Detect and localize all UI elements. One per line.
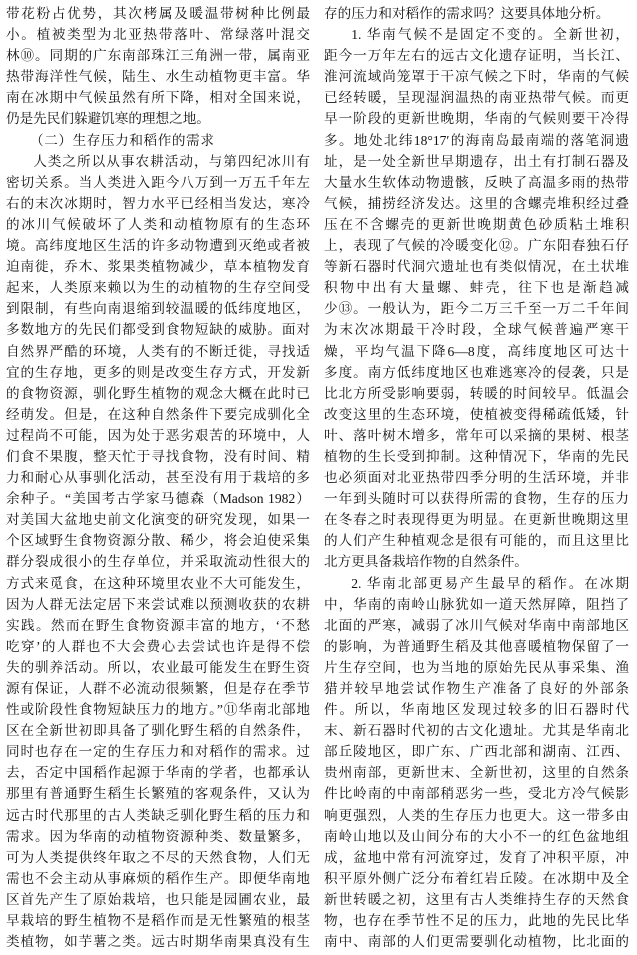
text-line: 区在全新世初即具备了驯化野生稻的自然条件，	[6, 723, 310, 739]
left-column	[6, 3, 310, 952]
text-line: 们食不果腹，整天忙于寻找食物，没有时间、精	[6, 448, 310, 464]
text-line: 件比岭南的中南部稍恶劣一些，受北方冷气候影	[324, 786, 629, 802]
text-line: 南岭山地以及山间分布的大小不一的红色盆地组	[324, 828, 629, 844]
right-column	[324, 3, 629, 952]
text-line: 中，华南的南岭山脉犹如一道天然屏障，阻挡了	[324, 596, 629, 612]
text-line: 压在不含螺壳的更新世晚期黄色砂质粘土堆积	[324, 216, 629, 232]
text-line: 部丘陵地区，即广东、广西北部和湖南、江西、	[324, 744, 629, 760]
text-line: 人类之所以从事农耕活动，与第四纪冰川有	[33, 153, 310, 169]
text-line: 宜的生存地，更多的则是改变生存方式，开发新	[6, 364, 310, 380]
text-line: 址，是一处全新世早期遗存，出土有打制石器及	[324, 153, 629, 169]
text-line: 远古时代那里的古人类缺乏驯化野生稻的压力和	[6, 807, 310, 823]
text-line: 的冰川气候破坏了人类和动植物原有的生态环	[6, 216, 310, 232]
text-line: 片生存空间，也为当地的原始先民从事采集、渔	[324, 659, 629, 675]
text-line: 早一阶段的更新世晚期，华南的气候则要干冷得	[324, 111, 629, 127]
text-line: 已经转暖，呈现湿润温热的南亚热带气候。而更	[324, 90, 629, 106]
text-line: 大量水生软体动物遗骸，反映了高温多雨的热带	[324, 174, 629, 190]
text-line: 北方更具备栽培作物的自然条件。	[324, 554, 528, 570]
text-line: 群分裂成很小的生存单位，并采取流动性很大的	[6, 554, 310, 570]
text-line: 密切关系。当人类进入距今八万到一万五千年左	[6, 174, 310, 190]
text-line: 余种子。“美国考古学家马德森（Madson 1982）	[6, 491, 310, 507]
text-line: 仍是先民们躲避饥寒的理想之地。	[6, 111, 210, 127]
text-line: 多。地处北纬18°17′的海南岛最南端的落笔洞遗	[324, 132, 629, 148]
text-line: 植物的生长受到抑制。这种情况下，华南的先民	[324, 448, 629, 464]
text-line: 自然界严酷的环境，人类有的不断迁徙，寻找适	[6, 343, 310, 359]
text-line: 可为人类提供终年取之不尽的天然食物，人们无	[6, 849, 310, 865]
text-line: 吃穿’的人群也不大会费心去尝试也许是得不偿	[6, 638, 310, 654]
text-line: 2. 华南北部更易产生最早的稻作。在冰期	[351, 575, 629, 591]
text-line: 小。植被类型为北亚热带落叶、常绿落叶混交	[6, 27, 310, 43]
text-line: 件。所以，华南地区发现过较多的旧石器时代	[324, 702, 629, 718]
text-line: 气候，捕捞经济发达。这里的含螺壳堆积经过叠	[324, 195, 629, 211]
text-line: 叶、落叶树木增多，常年可以采摘的果树、根茎	[324, 427, 629, 443]
text-line: 类植物，如芋薯之类。远古时期华南果真没有生	[6, 934, 310, 950]
text-line: 起来，人类原来赖以为生的动植物的生存空间受	[6, 280, 310, 296]
text-line: 实践。然而在野生食物资源丰富的地方，‘不愁	[6, 617, 310, 633]
text-line: 南在冰期中气候虽然有所下降，相对全国来说，	[6, 90, 310, 106]
text-line: 1. 华南气候不是固定不变的。全新世初，	[351, 27, 629, 43]
text-line: 带花粉占优势，其次栲属及暖温带树种比例最	[6, 6, 310, 21]
text-line: 林⑩。同期的广东南部珠江三角洲一带，属南亚	[6, 48, 310, 64]
text-line: 贵州南部，更新世末、全新世初，这里的自然条	[324, 765, 629, 781]
text-line: 力和耐心从事驯化活动，甚至没有用于栽培的多	[6, 470, 310, 486]
text-line: 上，表现了气候的冷暖变化⑫。广东阳春独石仔	[324, 238, 629, 254]
text-line: 失的驯养活动。所以，农业最可能发生在野生资	[6, 659, 310, 675]
text-line: 去，否定中国稻作起源于华南的学者，也都承认	[6, 765, 310, 781]
text-line: 新世转暖之初，这里有古人类维持生存的天然食	[324, 891, 629, 907]
text-line: 热带海洋性气候，陆生、水生动植物更丰富。华	[6, 69, 310, 85]
text-line: 在冬春之时表现得更为明显。在更新世晚期这里	[324, 512, 629, 528]
text-line: 等新石器时代洞穴遗址也有类似情况，在土状堆	[324, 259, 629, 275]
text-line: 猎并较早地尝试作物生产准备了良好的外部条	[324, 681, 629, 696]
text-line: 积平原外侧广泛分布着红岩丘陵。在冰期中及全	[324, 870, 629, 886]
text-line: 南中、南部的人们更需要驯化动植物，比北面的	[324, 934, 629, 950]
paragraph	[324, 24, 629, 572]
text-line: 改变这里的生态环境，使植被变得稀疏低矮，针	[324, 406, 629, 422]
text-line: 一年到头随时可以获得所需的食物，生存的压力	[324, 491, 629, 507]
text-line: 源有保证，人群不必流动很频繁，但是存在季节	[6, 681, 310, 696]
section-heading: （二）生存压力和稻作的需求	[30, 132, 215, 148]
paragraph	[324, 3, 629, 24]
text-line: 燥，平均气温下降6—8度，高纬度地区可达十	[324, 343, 629, 359]
text-line: 的影响，为普通野生稻及其他喜暖植物保留了一	[324, 638, 629, 654]
text-line: 到限制，有些向南退缩到较温暖的低纬度地区，	[6, 301, 310, 317]
text-line: 那里有普通野生稻生长繁殖的客观条件，又认为	[6, 786, 310, 802]
text-line: 境。高纬度地区生活的许多动物遭到灭绝或者被	[6, 238, 310, 254]
text-line: 性或阶段性食物短缺压力的地方。”⑪华南北部地	[6, 702, 310, 718]
paragraph	[324, 573, 629, 953]
text-line: 的人们产生种植观念是很有可能的，而且这里比	[324, 533, 629, 549]
text-line: 的食物资源，驯化野生植物的观念大概在此时已	[6, 385, 310, 401]
paragraph	[6, 151, 310, 953]
text-line: 个区域野生食物资源分散、稀少，将会迫使采集	[6, 533, 310, 549]
text-line: 比北方所受影响要弱，转暖的时间较早。低温会	[324, 385, 629, 401]
text-line: 多数地方的先民们都受到食物短缺的威胁。面对	[6, 322, 310, 338]
text-line: 积物中出有大量螺、蚌壳，往下也是渐趋减	[324, 280, 629, 296]
text-line: 存的压力和对稻作的需求吗？这要具体地分析。	[324, 6, 610, 21]
text-line: 需也不会主动从事麻烦的稻作生产。即便华南地	[6, 870, 310, 886]
text-line: 区首先产生了原始栽培，也只能是园圃农业，最	[6, 891, 310, 907]
text-line: 需求。因为华南的动植物资源种类、数量繁多，	[6, 828, 310, 844]
text-line: 也必须面对北亚热带四季分明的生活环境，并非	[324, 470, 629, 486]
paragraph	[6, 3, 310, 130]
text-line: 同时也存在一定的生存压力和对稻作的需求。过	[6, 744, 310, 760]
text-line: 因为人群无法定居下来尝试难以预测收获的农耕	[6, 596, 310, 612]
text-line: 右的末次冰期时，智力水平已经相当发达，寒冷	[6, 195, 310, 211]
text-line: 经萌发。但是，在这种自然条件下要完成驯化全	[6, 406, 310, 422]
text-line: 北面的严寒，减弱了冰川气候对华南中南部地区	[324, 617, 629, 633]
text-line: 末、新石器时代初的古文化遗址。尤其是华南北	[324, 723, 629, 739]
text-line: 方式来觅食，在这种环境里农业不大可能发生，	[6, 575, 310, 591]
text-line: 对美国大盆地史前文化演变的研究发现，如果一	[6, 512, 310, 528]
text-line: 距今一万年左右的远古文化遗存证明，当长江、	[324, 48, 629, 64]
text-line: 物，也存在季节性不足的压力，此地的先民比华	[324, 913, 629, 929]
text-line: 早栽培的野生植物不是稻作而是无性繁殖的根茎	[6, 913, 310, 929]
text-line: 为末次冰期最干冷时段，全球气候普遍严寒干	[324, 322, 629, 338]
text-line: 成，盆地中常有河流穿过，发育了冲积平原，冲	[324, 849, 629, 865]
text-line: 多度。南方低纬度地区也难逃寒冷的侵袭，只是	[324, 364, 629, 380]
text-line: 迫南徙，乔木、浆果类植物减少，草本植物发育	[6, 259, 310, 275]
text-line: 响更强烈，人类的生存压力也更大。这一带多由	[324, 807, 629, 823]
text-line: 少⑬。一般认为，距今二万三千至一万二千年间	[324, 301, 629, 317]
text-line: 过程尚不可能，因为处于恶劣艰苦的环境中，人	[6, 427, 310, 443]
text-line: 淮河流域尚笼罩于干凉气候之下时，华南的气候	[324, 69, 629, 85]
